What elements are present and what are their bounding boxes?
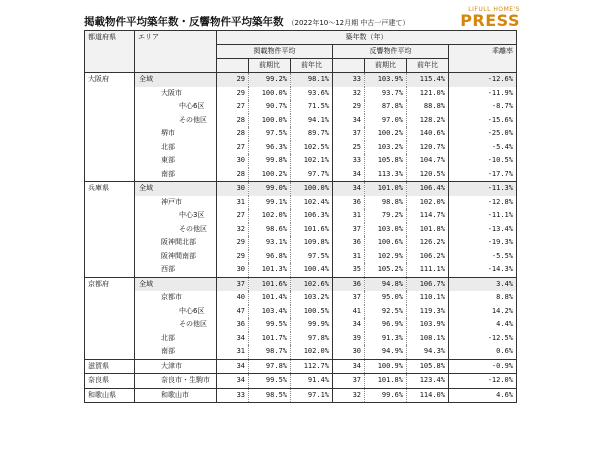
- gap-rate-cell: 3.4%: [449, 277, 517, 291]
- gap-rate-cell: 14.2%: [449, 305, 517, 319]
- table-row: [85, 318, 517, 332]
- listed-qoq-cell: 103.4%: [249, 305, 291, 319]
- gap-rate-cell: -11.3%: [449, 182, 517, 196]
- inquiry-avg-cell: 32: [333, 87, 365, 101]
- listed-qoq-cell: 98.6%: [249, 223, 291, 237]
- inquiry-yoy-cell: 106.2%: [407, 250, 449, 264]
- gap-rate-cell: -11.1%: [449, 209, 517, 223]
- listed-yoy-cell: 94.1%: [291, 114, 333, 128]
- table-row: [85, 141, 517, 155]
- table-row: [85, 263, 517, 277]
- prefecture-cell: [85, 114, 135, 128]
- table-row: [85, 332, 517, 346]
- listed-yoy-cell: 102.4%: [291, 196, 333, 210]
- listed-yoy-cell: 97.1%: [291, 388, 333, 403]
- prefecture-cell: [85, 291, 135, 305]
- inquiry-yoy-cell: 101.8%: [407, 223, 449, 237]
- gap-rate-cell: -12.5%: [449, 332, 517, 346]
- header-area: エリア: [135, 31, 217, 73]
- header-listed-yoy: 前年比: [291, 59, 333, 73]
- inquiry-yoy-cell: 120.5%: [407, 168, 449, 182]
- inquiry-qoq-cell: 87.8%: [365, 100, 407, 114]
- listed-avg-cell: 29: [217, 236, 249, 250]
- inquiry-avg-cell: 25: [333, 141, 365, 155]
- listed-yoy-cell: 106.3%: [291, 209, 333, 223]
- listed-avg-cell: 34: [217, 374, 249, 389]
- inquiry-qoq-cell: 92.5%: [365, 305, 407, 319]
- listed-avg-cell: 36: [217, 318, 249, 332]
- listed-yoy-cell: 112.7%: [291, 359, 333, 374]
- inquiry-qoq-cell: 100.2%: [365, 127, 407, 141]
- inquiry-qoq-cell: 97.0%: [365, 114, 407, 128]
- gap-rate-cell: -25.0%: [449, 127, 517, 141]
- prefecture-cell: [85, 223, 135, 237]
- inquiry-yoy-cell: 111.1%: [407, 263, 449, 277]
- inquiry-yoy-cell: 121.0%: [407, 87, 449, 101]
- table-row: [85, 305, 517, 319]
- header-listed-value: [217, 59, 249, 73]
- table-row: [85, 374, 517, 389]
- area-cell: 全域: [135, 73, 217, 87]
- listed-yoy-cell: 97.8%: [291, 332, 333, 346]
- inquiry-avg-cell: 36: [333, 236, 365, 250]
- listed-avg-cell: 27: [217, 100, 249, 114]
- listed-qoq-cell: 99.2%: [249, 73, 291, 87]
- listed-yoy-cell: 109.8%: [291, 236, 333, 250]
- listed-avg-cell: 29: [217, 73, 249, 87]
- gap-rate-cell: 4.6%: [449, 388, 517, 403]
- prefecture-cell: [85, 305, 135, 319]
- inquiry-yoy-cell: 105.8%: [407, 359, 449, 374]
- inquiry-yoy-cell: 123.4%: [407, 374, 449, 389]
- prefecture-cell: 京都府: [85, 277, 135, 291]
- listed-qoq-cell: 90.7%: [249, 100, 291, 114]
- listed-yoy-cell: 100.0%: [291, 182, 333, 196]
- prefecture-cell: [85, 236, 135, 250]
- area-cell: その他区: [135, 318, 217, 332]
- table-row: [85, 127, 517, 141]
- inquiry-yoy-cell: 88.8%: [407, 100, 449, 114]
- inquiry-yoy-cell: 106.7%: [407, 277, 449, 291]
- listed-avg-cell: 28: [217, 168, 249, 182]
- listed-avg-cell: 27: [217, 209, 249, 223]
- area-cell: 阪神間北部: [135, 236, 217, 250]
- table-row: [85, 100, 517, 114]
- area-cell: 堺市: [135, 127, 217, 141]
- area-cell: 大津市: [135, 359, 217, 374]
- listed-avg-cell: 37: [217, 277, 249, 291]
- inquiry-avg-cell: 29: [333, 100, 365, 114]
- inquiry-yoy-cell: 140.6%: [407, 127, 449, 141]
- prefecture-cell: [85, 250, 135, 264]
- listed-qoq-cell: 101.7%: [249, 332, 291, 346]
- inquiry-avg-cell: 34: [333, 182, 365, 196]
- gap-rate-cell: -10.5%: [449, 154, 517, 168]
- prefecture-cell: 兵庫県: [85, 182, 135, 196]
- prefecture-cell: 大阪府: [85, 73, 135, 87]
- inquiry-yoy-cell: 115.4%: [407, 73, 449, 87]
- inquiry-yoy-cell: 106.4%: [407, 182, 449, 196]
- inquiry-qoq-cell: 101.0%: [365, 182, 407, 196]
- inquiry-qoq-cell: 95.0%: [365, 291, 407, 305]
- gap-rate-cell: -12.6%: [449, 73, 517, 87]
- inquiry-qoq-cell: 101.8%: [365, 374, 407, 389]
- gap-rate-cell: -5.4%: [449, 141, 517, 155]
- inquiry-avg-cell: 30: [333, 345, 365, 359]
- inquiry-avg-cell: 34: [333, 359, 365, 374]
- inquiry-qoq-cell: 105.2%: [365, 263, 407, 277]
- area-cell: 南部: [135, 168, 217, 182]
- area-cell: 神戸市: [135, 196, 217, 210]
- listed-qoq-cell: 96.3%: [249, 141, 291, 155]
- table-row: [85, 277, 517, 291]
- prefecture-cell: [85, 154, 135, 168]
- inquiry-qoq-cell: 100.6%: [365, 236, 407, 250]
- listed-avg-cell: 29: [217, 87, 249, 101]
- inquiry-avg-cell: 33: [333, 154, 365, 168]
- table-row: [85, 154, 517, 168]
- lifull-press-logo: [460, 6, 520, 29]
- listed-yoy-cell: 103.2%: [291, 291, 333, 305]
- prefecture-cell: [85, 87, 135, 101]
- listed-qoq-cell: 100.0%: [249, 87, 291, 101]
- listed-qoq-cell: 101.4%: [249, 291, 291, 305]
- gap-rate-cell: 0.6%: [449, 345, 517, 359]
- inquiry-avg-cell: 34: [333, 318, 365, 332]
- inquiry-avg-cell: 35: [333, 263, 365, 277]
- prefecture-cell: [85, 100, 135, 114]
- listed-yoy-cell: 93.6%: [291, 87, 333, 101]
- header-listed-qoq: 前期比: [249, 59, 291, 73]
- prefecture-cell: [85, 332, 135, 346]
- listed-yoy-cell: 101.6%: [291, 223, 333, 237]
- listed-avg-cell: 30: [217, 182, 249, 196]
- logo-brand-text: LIFULL HOME'S: [468, 6, 520, 13]
- inquiry-avg-cell: 37: [333, 374, 365, 389]
- prefecture-cell: [85, 345, 135, 359]
- area-cell: 全域: [135, 277, 217, 291]
- inquiry-avg-cell: 33: [333, 73, 365, 87]
- inquiry-yoy-cell: 103.9%: [407, 318, 449, 332]
- header-inquiry-value: [333, 59, 365, 73]
- report-header: [84, 13, 524, 31]
- table-row: [85, 223, 517, 237]
- inquiry-qoq-cell: 94.8%: [365, 277, 407, 291]
- listed-avg-cell: 31: [217, 196, 249, 210]
- listed-yoy-cell: 100.4%: [291, 263, 333, 277]
- listed-qoq-cell: 102.0%: [249, 209, 291, 223]
- prefecture-cell: 和歌山県: [85, 388, 135, 403]
- listed-avg-cell: 33: [217, 388, 249, 403]
- listed-yoy-cell: 97.5%: [291, 250, 333, 264]
- area-cell: 東部: [135, 154, 217, 168]
- listed-avg-cell: 31: [217, 345, 249, 359]
- inquiry-yoy-cell: 94.3%: [407, 345, 449, 359]
- listed-avg-cell: 32: [217, 223, 249, 237]
- table-body: [85, 73, 517, 403]
- area-cell: 阪神間南部: [135, 250, 217, 264]
- gap-rate-cell: -8.7%: [449, 100, 517, 114]
- table-row: [85, 345, 517, 359]
- table-row: [85, 236, 517, 250]
- inquiry-qoq-cell: 79.2%: [365, 209, 407, 223]
- inquiry-avg-cell: 31: [333, 250, 365, 264]
- inquiry-avg-cell: 37: [333, 291, 365, 305]
- gap-rate-cell: -5.5%: [449, 250, 517, 264]
- area-cell: 南部: [135, 345, 217, 359]
- listed-qoq-cell: 100.0%: [249, 114, 291, 128]
- listed-yoy-cell: 71.5%: [291, 100, 333, 114]
- inquiry-avg-cell: 36: [333, 196, 365, 210]
- listed-yoy-cell: 98.1%: [291, 73, 333, 87]
- listed-qoq-cell: 100.2%: [249, 168, 291, 182]
- inquiry-yoy-cell: 102.0%: [407, 196, 449, 210]
- inquiry-qoq-cell: 103.9%: [365, 73, 407, 87]
- inquiry-avg-cell: 31: [333, 209, 365, 223]
- header-age-years: 築年数（年）: [217, 31, 517, 45]
- inquiry-avg-cell: 41: [333, 305, 365, 319]
- inquiry-avg-cell: 32: [333, 388, 365, 403]
- inquiry-yoy-cell: 114.0%: [407, 388, 449, 403]
- inquiry-yoy-cell: 108.1%: [407, 332, 449, 346]
- listed-qoq-cell: 98.5%: [249, 388, 291, 403]
- table-row: [85, 388, 517, 403]
- listed-yoy-cell: 99.9%: [291, 318, 333, 332]
- listed-avg-cell: 30: [217, 263, 249, 277]
- listed-yoy-cell: 91.4%: [291, 374, 333, 389]
- prefecture-cell: 滋賀県: [85, 359, 135, 374]
- listed-avg-cell: 34: [217, 332, 249, 346]
- table-row: [85, 87, 517, 101]
- listed-avg-cell: 40: [217, 291, 249, 305]
- inquiry-qoq-cell: 113.3%: [365, 168, 407, 182]
- listed-yoy-cell: 100.5%: [291, 305, 333, 319]
- prefecture-cell: [85, 209, 135, 223]
- listed-yoy-cell: 102.1%: [291, 154, 333, 168]
- area-cell: その他区: [135, 223, 217, 237]
- inquiry-yoy-cell: 114.7%: [407, 209, 449, 223]
- listed-qoq-cell: 101.3%: [249, 263, 291, 277]
- area-cell: 和歌山市: [135, 388, 217, 403]
- prefecture-cell: [85, 318, 135, 332]
- listed-avg-cell: 34: [217, 359, 249, 374]
- listed-qoq-cell: 93.1%: [249, 236, 291, 250]
- inquiry-qoq-cell: 99.6%: [365, 388, 407, 403]
- inquiry-qoq-cell: 91.3%: [365, 332, 407, 346]
- inquiry-avg-cell: 36: [333, 277, 365, 291]
- inquiry-yoy-cell: 104.7%: [407, 154, 449, 168]
- gap-rate-cell: -19.3%: [449, 236, 517, 250]
- inquiry-yoy-cell: 119.3%: [407, 305, 449, 319]
- listed-qoq-cell: 99.8%: [249, 154, 291, 168]
- inquiry-qoq-cell: 100.9%: [365, 359, 407, 374]
- area-cell: 西部: [135, 263, 217, 277]
- table-row: [85, 114, 517, 128]
- area-cell: 中心6区: [135, 100, 217, 114]
- listed-avg-cell: 29: [217, 250, 249, 264]
- inquiry-qoq-cell: 103.2%: [365, 141, 407, 155]
- gap-rate-cell: -12.8%: [449, 196, 517, 210]
- gap-rate-cell: 8.8%: [449, 291, 517, 305]
- inquiry-avg-cell: 39: [333, 332, 365, 346]
- prefecture-cell: [85, 196, 135, 210]
- inquiry-qoq-cell: 93.7%: [365, 87, 407, 101]
- inquiry-yoy-cell: 120.7%: [407, 141, 449, 155]
- table-row: [85, 182, 517, 196]
- prefecture-cell: 奈良県: [85, 374, 135, 389]
- listed-yoy-cell: 102.5%: [291, 141, 333, 155]
- header-listed-avg: 掲載物件平均: [217, 45, 333, 59]
- inquiry-avg-cell: 34: [333, 114, 365, 128]
- listed-avg-cell: 30: [217, 154, 249, 168]
- area-cell: 奈良市・生駒市: [135, 374, 217, 389]
- inquiry-avg-cell: 37: [333, 223, 365, 237]
- table-row: [85, 209, 517, 223]
- gap-rate-cell: -13.4%: [449, 223, 517, 237]
- gap-rate-cell: -0.9%: [449, 359, 517, 374]
- table-row: [85, 73, 517, 87]
- table-row: [85, 359, 517, 374]
- listed-qoq-cell: 97.8%: [249, 359, 291, 374]
- listed-yoy-cell: 89.7%: [291, 127, 333, 141]
- inquiry-qoq-cell: 105.8%: [365, 154, 407, 168]
- prefecture-cell: [85, 263, 135, 277]
- listed-qoq-cell: 99.5%: [249, 318, 291, 332]
- gap-rate-cell: -15.6%: [449, 114, 517, 128]
- area-cell: 中心3区: [135, 209, 217, 223]
- prefecture-cell: [85, 168, 135, 182]
- report-title: 掲載物件平均築年数・反響物件平均築年数 （2022年10〜12月期 中古一戸建て）: [84, 16, 410, 28]
- building-age-table: [84, 30, 517, 403]
- gap-rate-cell: 4.4%: [449, 318, 517, 332]
- gap-rate-cell: -12.0%: [449, 374, 517, 389]
- inquiry-qoq-cell: 96.9%: [365, 318, 407, 332]
- listed-qoq-cell: 98.7%: [249, 345, 291, 359]
- listed-qoq-cell: 99.1%: [249, 196, 291, 210]
- table-row: [85, 291, 517, 305]
- listed-yoy-cell: 102.0%: [291, 345, 333, 359]
- header-gap-rate: 乖離率: [449, 45, 517, 73]
- area-cell: その他区: [135, 114, 217, 128]
- inquiry-qoq-cell: 102.9%: [365, 250, 407, 264]
- listed-avg-cell: 28: [217, 127, 249, 141]
- inquiry-avg-cell: 34: [333, 168, 365, 182]
- area-cell: 大阪市: [135, 87, 217, 101]
- gap-rate-cell: -14.3%: [449, 263, 517, 277]
- area-cell: 全域: [135, 182, 217, 196]
- listed-qoq-cell: 99.5%: [249, 374, 291, 389]
- listed-qoq-cell: 99.0%: [249, 182, 291, 196]
- inquiry-yoy-cell: 128.2%: [407, 114, 449, 128]
- header-inquiry-yoy: 前年比: [407, 59, 449, 73]
- listed-avg-cell: 47: [217, 305, 249, 319]
- table-row: [85, 196, 517, 210]
- listed-yoy-cell: 97.7%: [291, 168, 333, 182]
- prefecture-cell: [85, 141, 135, 155]
- table-row: [85, 250, 517, 264]
- inquiry-avg-cell: 37: [333, 127, 365, 141]
- area-cell: 北部: [135, 332, 217, 346]
- header-inquiry-qoq: 前期比: [365, 59, 407, 73]
- area-cell: 京都市: [135, 291, 217, 305]
- gap-rate-cell: -17.7%: [449, 168, 517, 182]
- inquiry-qoq-cell: 94.9%: [365, 345, 407, 359]
- header-prefecture: 都道府県: [85, 31, 135, 73]
- area-cell: 北部: [135, 141, 217, 155]
- inquiry-yoy-cell: 126.2%: [407, 236, 449, 250]
- listed-qoq-cell: 97.5%: [249, 127, 291, 141]
- header-inquiry-avg: 反響物件平均: [333, 45, 449, 59]
- listed-qoq-cell: 101.6%: [249, 277, 291, 291]
- listed-avg-cell: 28: [217, 114, 249, 128]
- listed-avg-cell: 27: [217, 141, 249, 155]
- listed-yoy-cell: 102.6%: [291, 277, 333, 291]
- inquiry-qoq-cell: 98.8%: [365, 196, 407, 210]
- inquiry-qoq-cell: 103.0%: [365, 223, 407, 237]
- report-subtitle: （2022年10〜12月期 中古一戸建て）: [287, 19, 410, 27]
- prefecture-cell: [85, 127, 135, 141]
- logo-press-text: PRESS: [460, 11, 520, 30]
- table-row: [85, 168, 517, 182]
- gap-rate-cell: -11.9%: [449, 87, 517, 101]
- area-cell: 中心6区: [135, 305, 217, 319]
- inquiry-yoy-cell: 110.1%: [407, 291, 449, 305]
- listed-qoq-cell: 96.8%: [249, 250, 291, 264]
